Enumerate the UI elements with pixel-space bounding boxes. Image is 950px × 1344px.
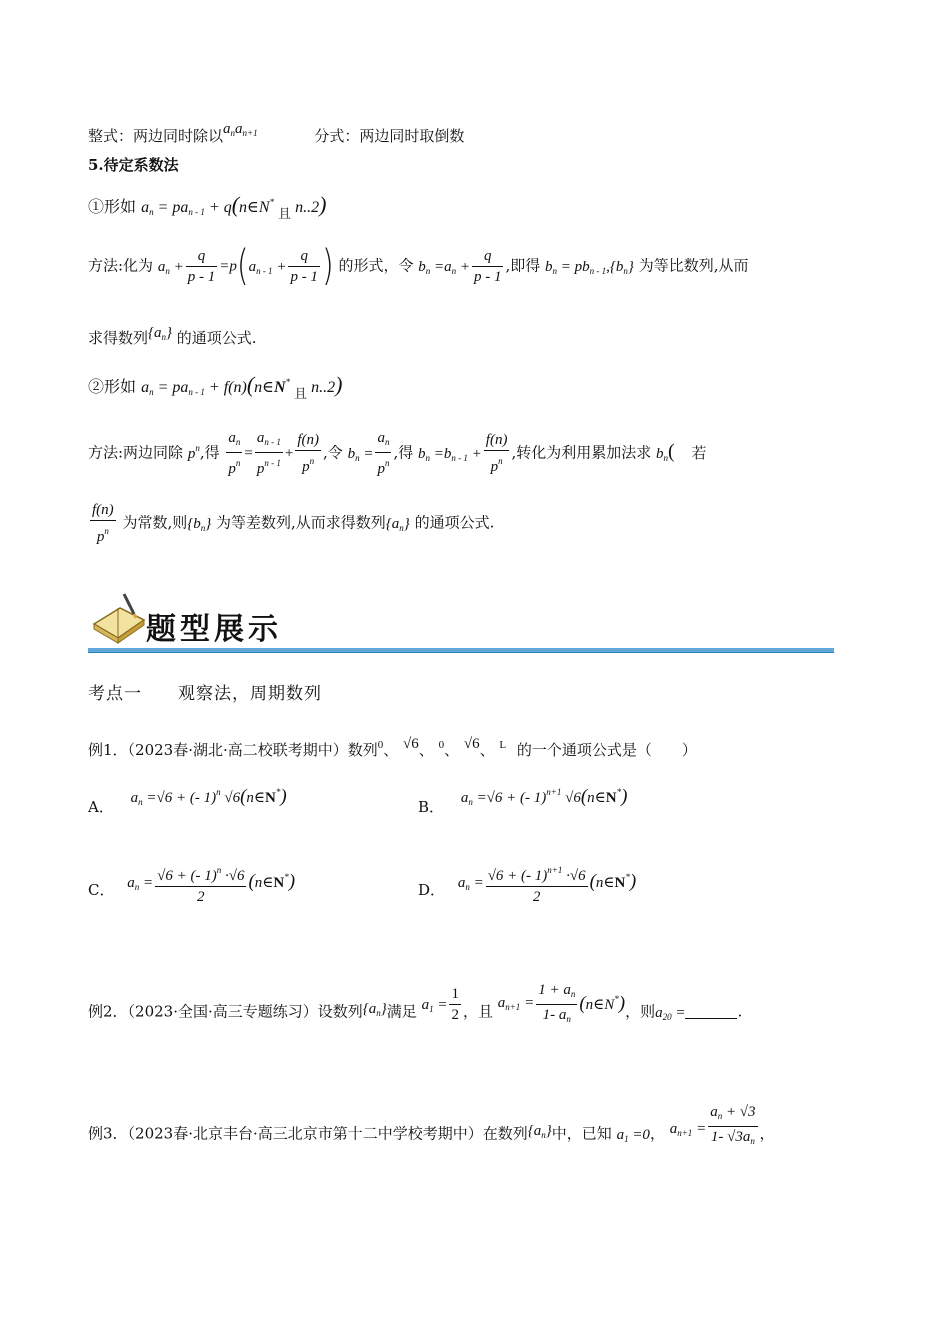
item2-prefix: ②形如 <box>88 377 137 396</box>
method2-line2-c: 的通项公式. <box>414 513 495 532</box>
item1-line <box>88 192 326 224</box>
ex2-then: ，则 <box>625 1002 656 1021</box>
method2-line2: $\frac{f(n)}{p^n}$ 为常数,则$\{b_n\}$ 为等差数列,从而求得数列$\{a_n\}$ 的通项公式. <box>92 502 495 545</box>
ex2-label: 例2．（2023·全国·高三专题练习）设数列 <box>88 1002 363 1021</box>
option-c-formula: $a_n$ = $\frac{√6 + (- 1)^n \cdot√6}{2}$ (n∈N*) <box>127 875 295 891</box>
section-banner <box>88 588 318 650</box>
intro-line <box>88 121 465 151</box>
option-b-label: B． <box>418 798 445 816</box>
item1-prefix: ①形如 <box>88 197 137 216</box>
item2-formula: $a_n = pa_{n - 1}$ + f(n)(n∈N* $_且$ n..2) <box>141 372 343 401</box>
option-a[interactable] <box>88 786 287 822</box>
option-a-label: A． <box>88 798 114 816</box>
method2-line: 方法:两边同除 $p^n$,得 $\frac{a_n}{p^n}$ = $\frac{a_{n - 1}}{p^{n - 1}}$ + $\frac{f(n)}{p^n}$ ,令 $b_n$ = $\frac{a_n}{p^n}$ ,得 $b_n =b_{n - 1}$ + $\frac{f(n)}{p^n}$ ,转化为利用累加法求 $b_n$( 若 <box>88 430 707 477</box>
ex1-label: 例1．（2023春·湖北·高二校联考期中）数列 <box>88 741 378 759</box>
option-c[interactable] <box>88 865 296 915</box>
method1-tail: ,即得 <box>505 256 541 275</box>
ex3-question: 例3．（2023春·北京丰台·高三北京市第十二中学校考期中）在数列$\{a_n\}$中，已知 $a_1 =0$， $a_{n+1}$ = $\frac{a_n + √3}{1- √3a_n}$ ， <box>88 1104 775 1146</box>
ex2-and: ，且 <box>462 1002 493 1021</box>
method2-get: ,得 <box>199 443 220 462</box>
ex3-mid: 中，已知 <box>551 1124 612 1143</box>
ex2-end: . <box>737 1002 743 1021</box>
answer-blank[interactable] <box>685 1004 737 1019</box>
seq-item: 0 <box>377 739 384 751</box>
method1-formula-a: $a_n$ + <box>157 258 184 276</box>
method2-line2-b: 为等差数列,从而求得数列 <box>216 513 386 532</box>
option-c-label: C． <box>88 880 115 899</box>
method2-prefix: 方法:两边同除 <box>88 443 184 462</box>
method1-line2-end: 的通项公式. <box>176 329 257 347</box>
method1-mid: 的形式，令 <box>338 256 414 275</box>
item2-line <box>88 372 342 404</box>
denominator: 2 <box>197 889 205 905</box>
ex2-satisfy: 满足 <box>386 1002 417 1021</box>
kaodian-title: 考点一 观察法，周期数列 <box>88 684 322 704</box>
option-b[interactable] <box>418 786 628 822</box>
method2-line2-a: 为常数,则 <box>122 513 188 532</box>
seq-item: √6 <box>463 736 480 752</box>
option-d-formula: $a_n$ = $\frac{√6 + (- 1)^{n+1} \cdot√6}{2}$ (n∈N*) <box>458 875 636 891</box>
item1-formula: $a_n = pa_{n - 1}$ + q(n∈N* $_且$ n..2) <box>141 192 327 221</box>
seq-item: 0 <box>438 739 445 751</box>
ex1-question: 例1．（2023春·湖北·高二校联考期中）数列$^0$、 √6、 $^0$、 √6、 $^L$ 的一个通项公式是（ ） <box>88 736 697 759</box>
integral-expr: $a_na_{n+1}$ <box>223 121 258 138</box>
denominator: 2 <box>532 889 541 905</box>
method2-if: 若 <box>691 443 707 462</box>
option-d[interactable] <box>418 865 637 915</box>
method1-line2: 求得数列$\{a_n\}$ 的通项公式. <box>88 325 257 347</box>
method1-line2-text: 求得数列 <box>88 329 149 347</box>
option-a-formula: $a_n =√6$ + (- 1)$^n$ √6(n∈N*) <box>130 786 287 807</box>
method1-line: 方法:化为 $a_n$ + $\frac{q}{p - 1}$ $=p(a_{n - 1}$ + $\frac{q}{p - 1}$ ) 的形式，令 $b_n =a_n$ + $\frac{q}{p - 1}$ ,即得 $b_n = pb_{n - 1},\{b_n\}$ 为等比数列,从而 <box>88 241 749 291</box>
section-title: 5.待定系数法 <box>88 156 179 174</box>
ex1-tail: 的一个通项公式是（ ） <box>516 741 697 759</box>
method2-get2: ,得 <box>393 443 414 462</box>
seq-item: L <box>499 739 507 751</box>
ex2-question: 例2．（2023·全国·高三专题练习）设数列$\{a_n\}$满足 $a_1$ = $\frac{1}{2}$ ，且 $a_{n+1}$ = $\frac{1 + a_n}{1- a_n}$ (n∈N*)，则$a_{20}$ = . <box>88 982 743 1024</box>
method1-end: 为等比数列,从而 <box>638 256 749 275</box>
fraction-q-p1-b: $\frac{q}{p - 1}$ <box>290 248 318 285</box>
ex3-label: 例3．（2023春·北京丰台·高三北京市第十二中学校考期中）在数列 <box>88 1124 528 1143</box>
fraction-q-p1-c: $\frac{q}{p - 1}$ <box>473 248 502 285</box>
option-d-label: D． <box>418 880 446 899</box>
book-icon <box>88 588 148 646</box>
seq-item: √6 <box>403 736 419 752</box>
option-b-formula: $a_n =√6$ + (- 1)$^{n+1}$ √6(n∈N*) <box>460 786 628 807</box>
integral-label: 整式：两边同时除以 <box>88 127 224 145</box>
ex3-end: ， <box>759 1124 775 1143</box>
fraction-q-p1: $\frac{q}{p - 1}$ <box>187 248 216 285</box>
method2-let: ,令 <box>323 443 343 462</box>
method2-tail: ,转化为利用累加法求 <box>511 443 652 462</box>
banner-title: 题型展示 <box>146 612 282 647</box>
method1-prefix: 方法:化为 <box>88 256 154 275</box>
fraction-label: 分式：两边同时取倒数 <box>314 127 465 145</box>
banner-rule <box>88 648 834 653</box>
